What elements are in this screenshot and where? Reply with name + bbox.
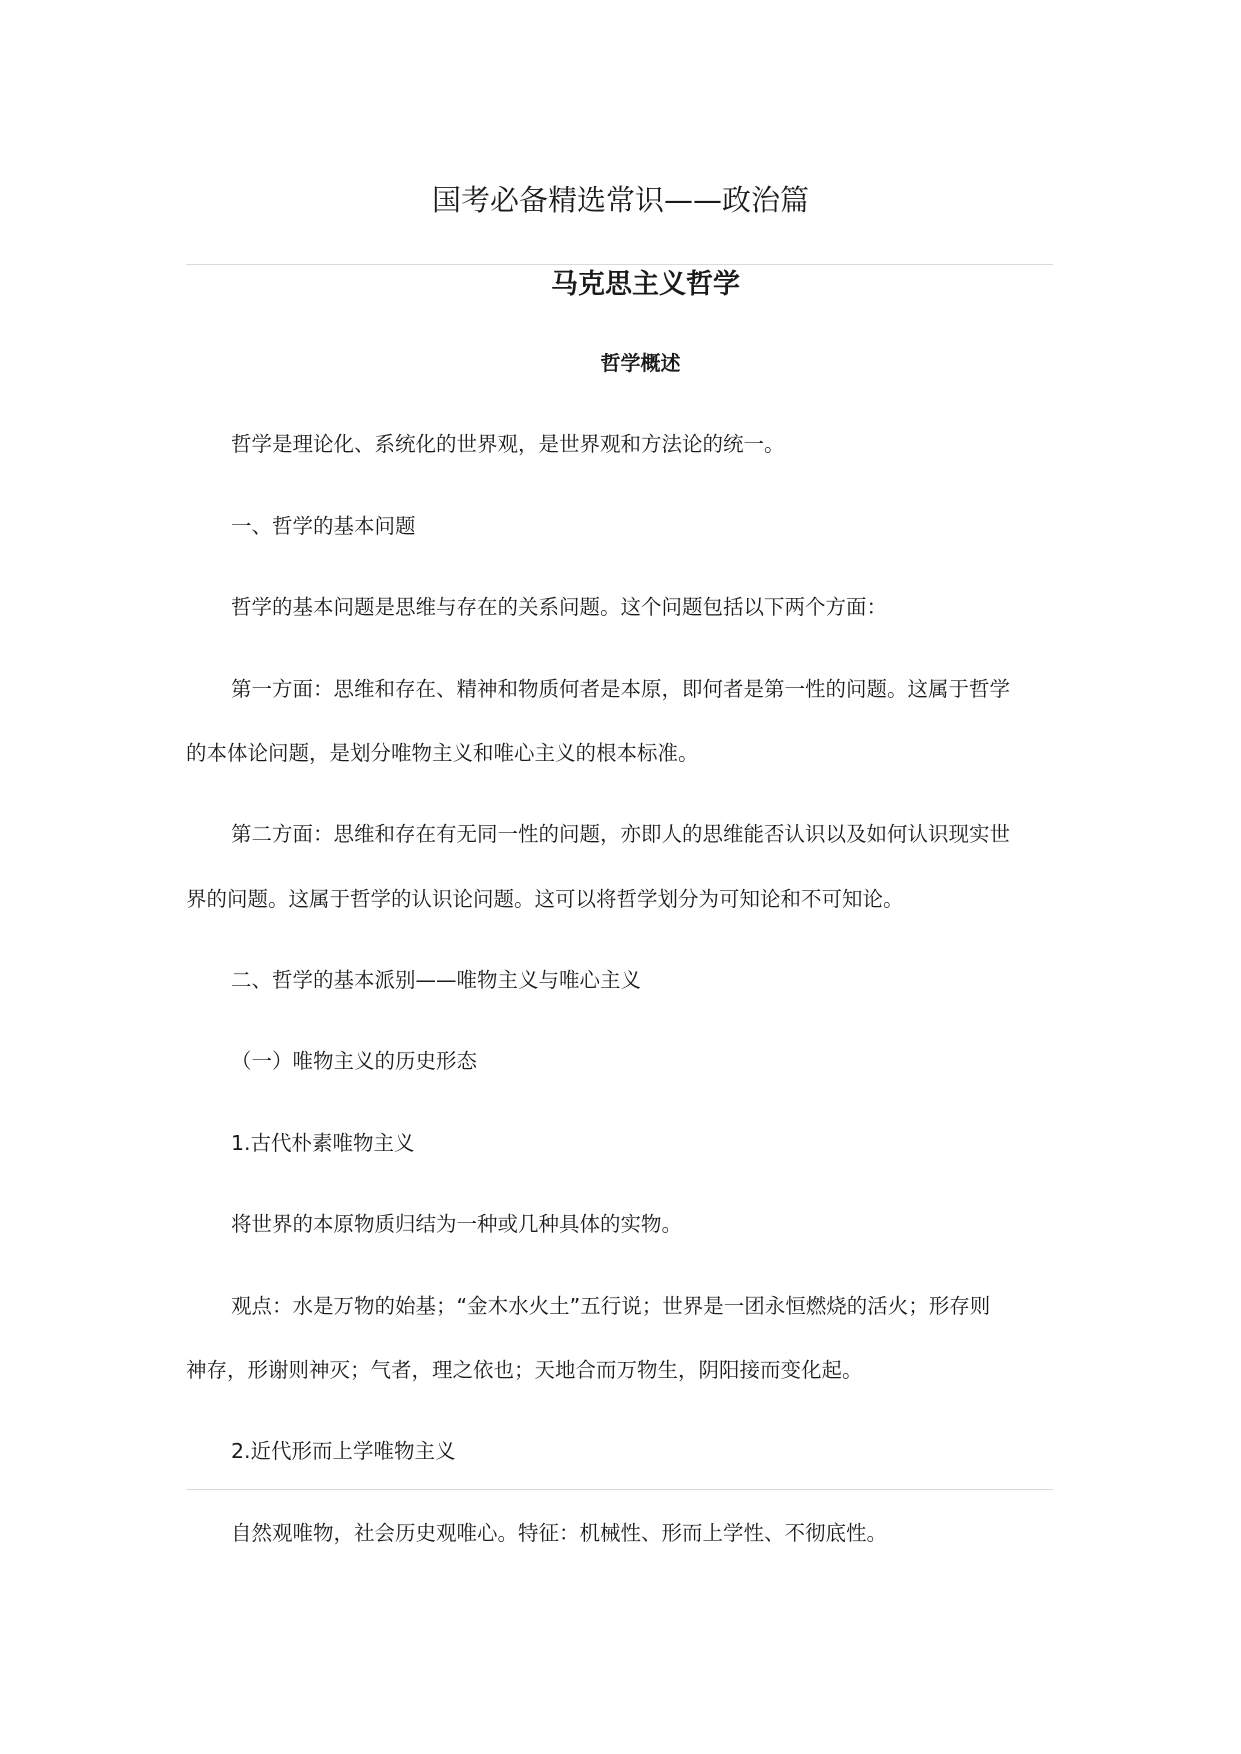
paragraph-line: 界的问题。这属于哲学的认识论问题。这可以将哲学划分为可知论和不可知论。: [186, 887, 904, 911]
paragraph-line: 的本体论问题，是划分唯物主义和唯心主义的根本标准。: [186, 741, 699, 765]
paragraph-line: 一、哲学的基本问题: [231, 514, 416, 538]
paragraph-line: 哲学的基本问题是思维与存在的关系问题。这个问题包括以下两个方面：: [231, 595, 887, 619]
section-title: 马克思主义哲学: [551, 269, 740, 300]
paragraph-line: 1.古代朴素唯物主义: [231, 1131, 415, 1155]
paragraph-line: 第一方面：思维和存在、精神和物质何者是本原，即何者是第一性的问题。这属于哲学: [231, 677, 1010, 701]
subsection-title: 哲学概述: [600, 351, 681, 375]
paragraph-line: 2.近代形而上学唯物主义: [231, 1439, 456, 1463]
paragraph-line: 神存，形谢则神灭；气者，理之依也；天地合而万物生，阴阳接而变化起。: [186, 1358, 863, 1382]
paragraph-line: 自然观唯物，社会历史观唯心。特征：机械性、形而上学性、不彻底性。: [231, 1521, 887, 1545]
paragraph-line: 哲学是理论化、系统化的世界观，是世界观和方法论的统一。: [231, 432, 785, 456]
paragraph-line: 第二方面：思维和存在有无同一性的问题，亦即人的思维能否认识以及如何认识现实世: [231, 822, 1010, 846]
document-title: 国考必备精选常识——政治篇: [431, 183, 809, 217]
paragraph-line: 二、哲学的基本派别——唯物主义与唯心主义: [231, 968, 641, 992]
footer-divider: [186, 1489, 1053, 1490]
paragraph-line: 将世界的本原物质归结为一种或几种具体的实物。: [231, 1212, 682, 1236]
paragraph-line: （一）唯物主义的历史形态: [231, 1049, 477, 1073]
paragraph-line: 观点：水是万物的始基；“金木水火土”五行说；世界是一团永恒燃烧的活火；形存则: [231, 1294, 991, 1318]
